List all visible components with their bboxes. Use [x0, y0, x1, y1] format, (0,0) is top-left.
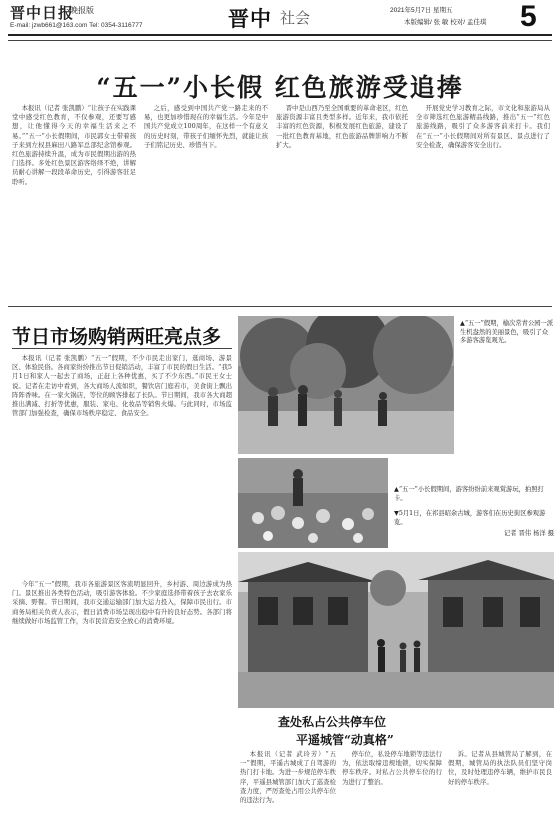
editor-credit: 本版编辑/ 张 敏 校对/ 孟佳琪	[404, 19, 487, 26]
photo-collage	[238, 316, 554, 744]
article2-text: 本报讯（记者 张凯鹏）“五一”假期，不少市民走出家门，逛商场、游景区、体验民俗。各商家纷纷推出节日促销活动，丰富了市民的假日生活。“我5月1日和家人一起去了商场，正赶上各种优惠，买了不少东西。”市民王女士说。记者在走访中看到，各大商场人流如织，餐饮店门庭若市，美食街上飘出阵阵香味。在一家火锅店，等位的顾客排起了长队。节日期间，我市各大商超推出满减、打折等优惠，服装、家电、化妆品等销售火爆。与此同时，市场监管部门加强检查，确保市场秩序稳定、食品安全。	[12, 354, 232, 418]
article1-text: 之后，感受到中国共产党一路走来的不易，也更加珍惜现在的幸福生活。今年是中国共产党成立100周年，在这样一个有意义的历史时刻，带孩子们缅怀先烈，就能让孩子们铭记历史、珍惜当下。	[144, 104, 268, 149]
article1-text: 晋中是山西乃至全国重要的革命老区，红色旅游资源丰富且类型多样。近年来，我市依托丰富的红色资源，积极发展红色旅游，建设了一批红色教育基地，红色旅游品牌影响力不断扩大。	[276, 104, 408, 149]
flower-photo	[238, 458, 388, 548]
ancient-street-image	[238, 552, 554, 708]
photo-caption-1: ▲“五一”假期，榆次常青公园一派生机盎然的美丽景色，吸引了众多游客游览观光。	[460, 320, 554, 344]
masthead	[0, 0, 560, 36]
section-subtitle: 社会	[280, 9, 311, 27]
newspaper-logo: 晋中日报	[10, 4, 75, 22]
article2-column-b	[12, 580, 232, 804]
section-title: 晋中	[228, 6, 272, 31]
article1-column-2	[144, 104, 268, 302]
article3-column-1	[240, 750, 336, 812]
ancient-street-photo	[238, 552, 554, 708]
divider	[8, 40, 552, 41]
article3-column-2	[342, 750, 442, 812]
issue-date: 2021年5月7日 星期五	[390, 7, 453, 14]
article2-column-a	[12, 354, 232, 576]
article3-column-3	[448, 750, 552, 812]
park-scene-image	[238, 316, 454, 454]
page-number: 5	[520, 0, 537, 33]
park-photo	[238, 316, 454, 454]
masthead-rule	[8, 34, 552, 36]
article1-column-1	[12, 104, 136, 302]
photo-credit: 记者 晋伟 杨洋 摄	[503, 530, 554, 537]
article1-column-4	[416, 104, 550, 302]
article3-text: 停车位，私设停车地锁等违法行为，依法取缔违规地锁，切实保障停车秩序。对私占公共停车位的行为进行了整治。	[342, 750, 442, 786]
article1-column-3	[276, 104, 408, 302]
section-divider	[8, 306, 552, 307]
headline-rule	[12, 348, 232, 349]
main-headline: “五一”小长假 红色旅游受追捧	[96, 73, 464, 102]
article2-headline: 节日市场购销两旺亮点多	[12, 326, 222, 348]
photo-caption-2: ▲“五一”小长假期间，游客纷纷前来观赏游玩，拍照打卡。	[394, 486, 544, 502]
contact-info: E-mail: jzwb661@163.com Tel: 0354-3116777	[10, 22, 143, 29]
article3-headline-line1: 查处私占公共停车位	[278, 715, 387, 729]
article3-text: 诉。记者从县城管局了解到，在假期，城管局的执法队员们坚守岗位，及时处理违停车辆，维护市民良好的停车秩序。	[448, 750, 552, 786]
article2-text: 今年“五一”假期，我市各旅游景区客流明显回升，乡村游、周边游成为热门。景区推出各类特色活动，吸引游客体验。不少家庭选择带着孩子去农家乐采摘、野餐。节日期间，我市交通运输部门加大运力投入，保障市民出行。市商务局相关负责人表示，假日消费市场呈现出稳中有升的良好态势。各部门将继续做好市场监管工作，为市民营造安全放心的消费环境。	[12, 580, 232, 625]
article1-text: 本报讯（记者 张凯鹏）“让孩子在实践课堂中感受红色教育，不仅参观，还要写感想，让他懂得今天的幸福生活来之不易。”“五一”小长假期间，市民郭女士带着孩子来到左权县麻田八路军总部纪念馆参观。红色旅游持续升温，成为市民假期出游的热门选择。多处红色景区游客络绎不绝，讲解员耐心讲解一段段革命历史，引得游客驻足聆听。	[12, 104, 136, 186]
flower-scene-image	[238, 458, 388, 548]
article3-headline-line2: 平遥城管“动真格”	[296, 733, 394, 747]
edition-tag: 晚报版	[70, 6, 94, 15]
photo-caption-3: ▼5月1日，在祁县昭余古城，游客们在历史街区参观游览。	[394, 510, 546, 526]
article3-text: 本报讯（记者 武玲芳）“五一”假期，平遥古城成了自驾游的热门打卡地。为进一步规范停车秩序，平遥县城管部门加大了巡查检查力度，严厉查处占用公共停车位的违法行为。	[240, 750, 336, 805]
article1-text: 开展党史学习教育之际，市文化和旅游局从全市筛选红色旅游精品线路，推出“五一”红色旅游线路，吸引了众多游客前来打卡。我们在“五一”小长假期间对所有景区、景点进行了安全检查，确保游客安全出行。	[416, 104, 550, 149]
